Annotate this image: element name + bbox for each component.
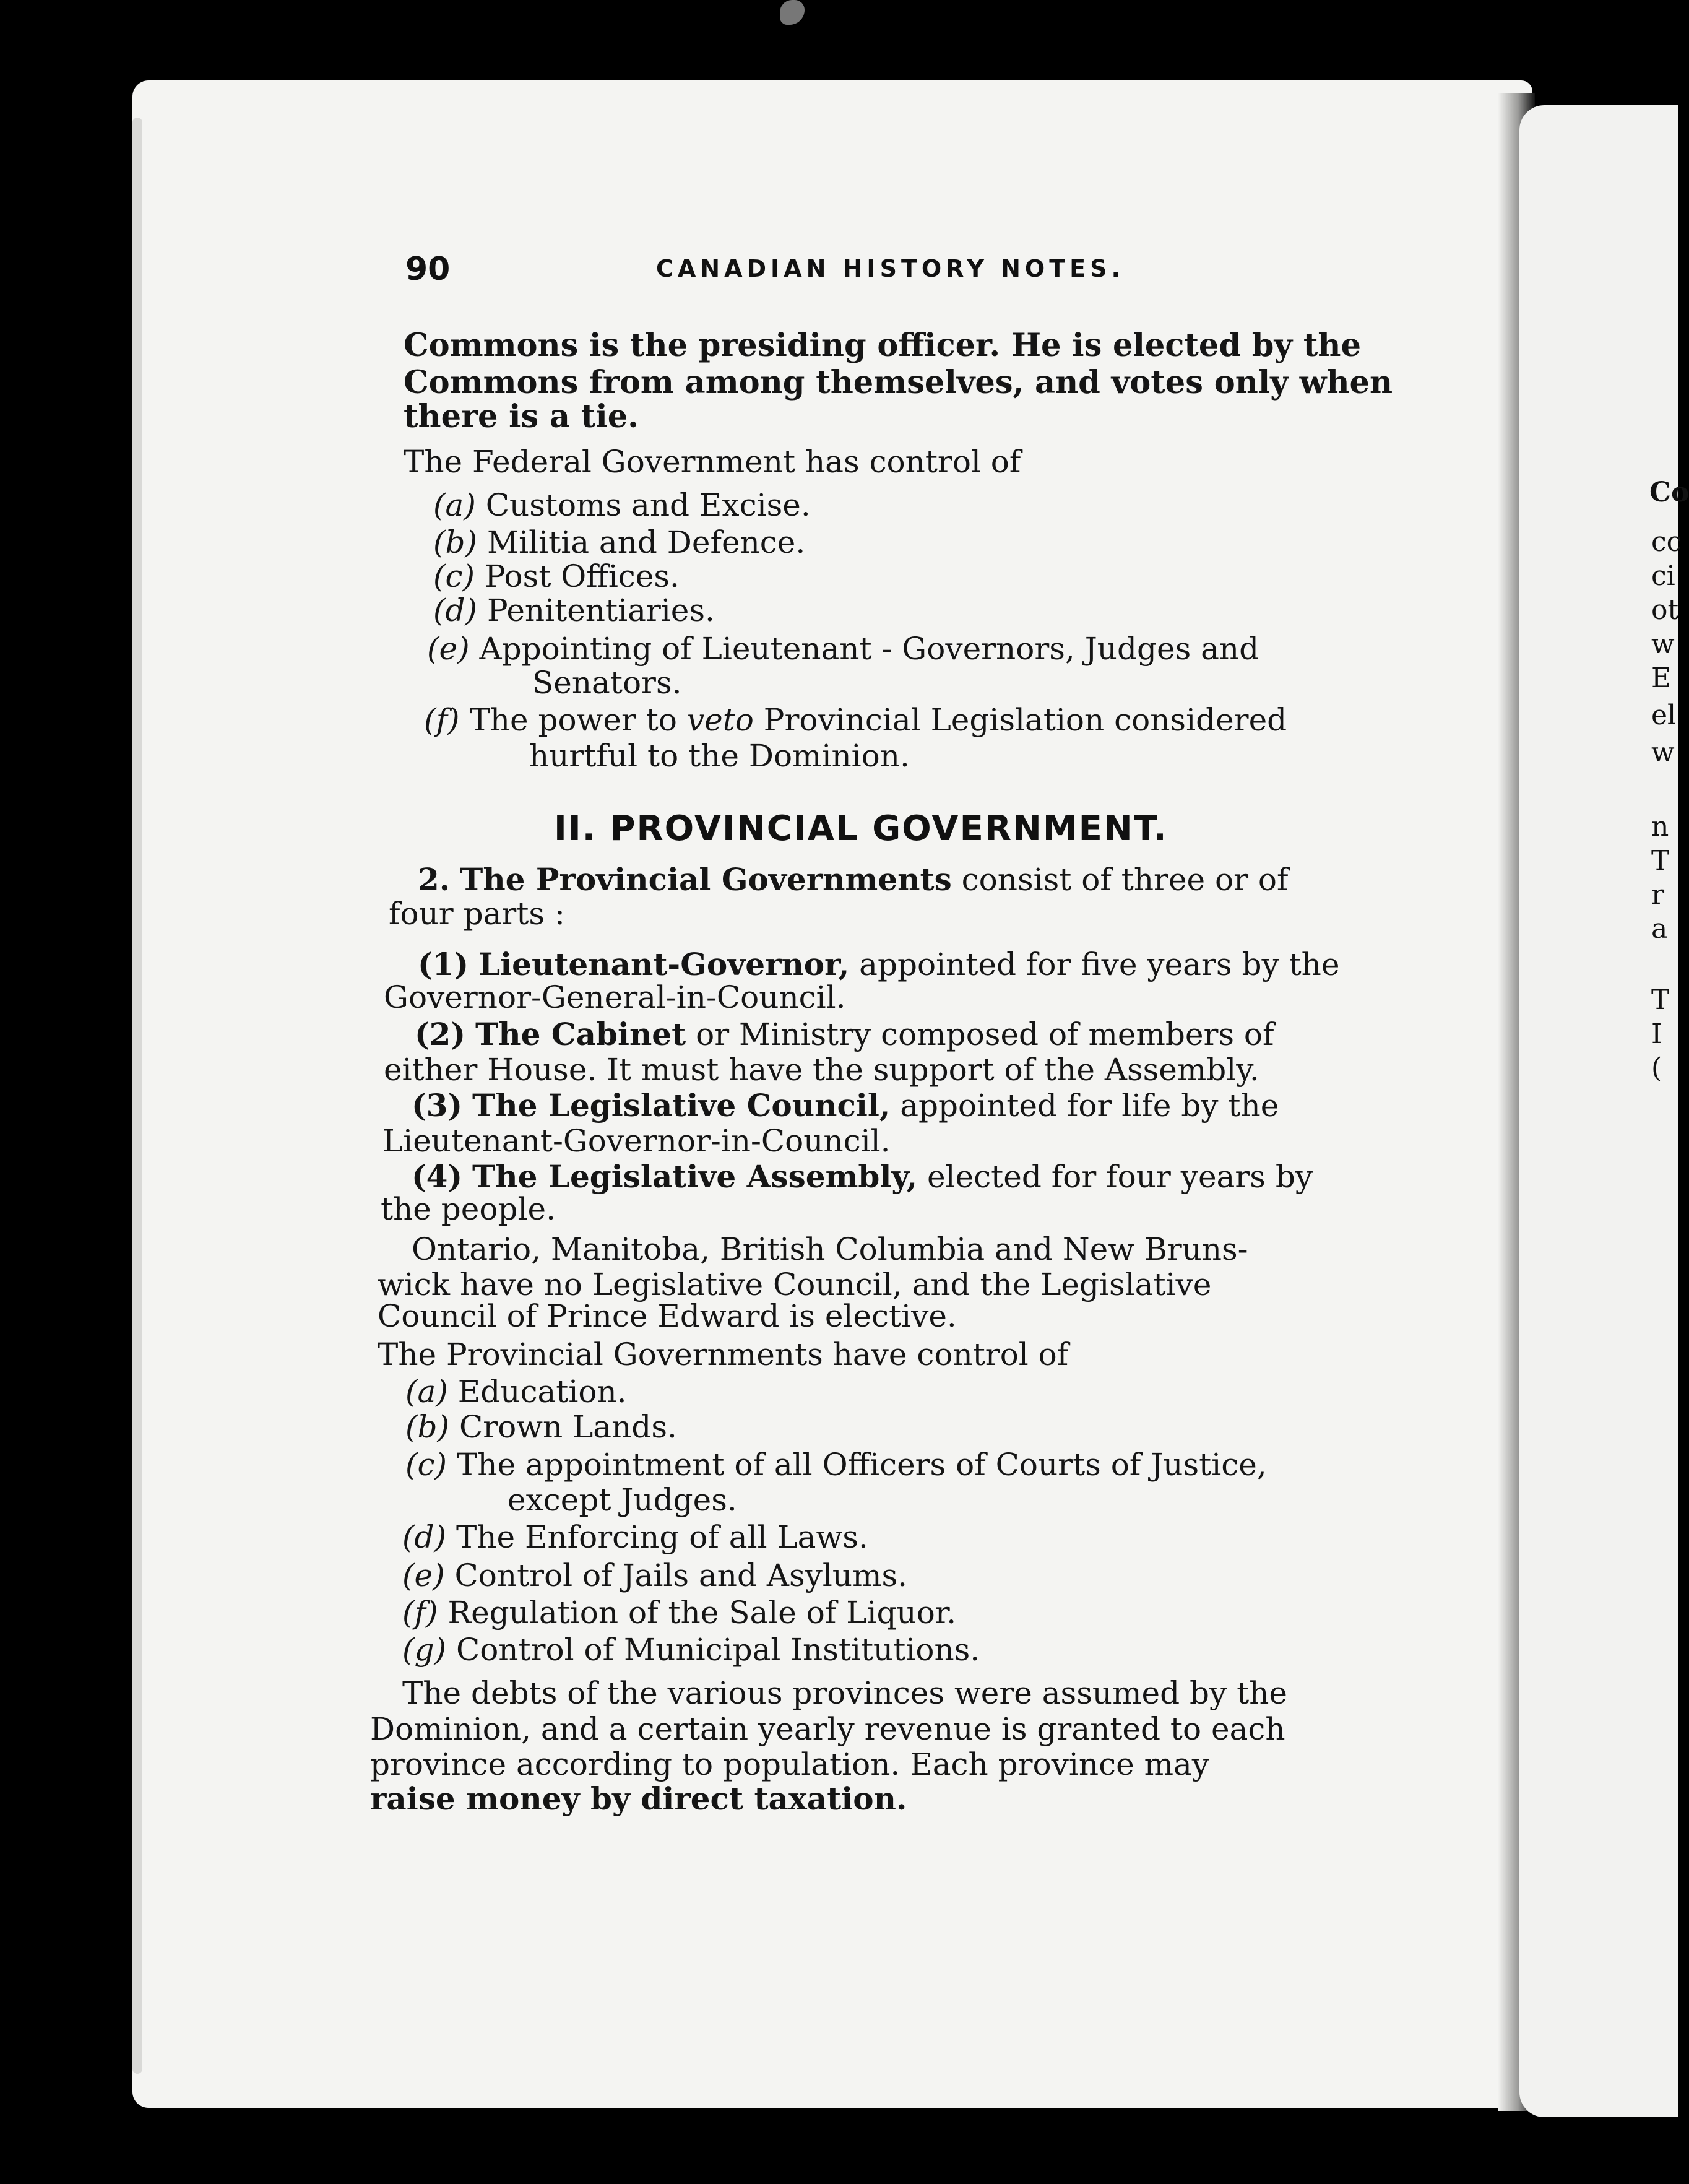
federal-item-e-cont: Senators.	[532, 665, 682, 701]
part-1	[418, 947, 1339, 982]
part-number: (4)	[412, 1158, 463, 1195]
facing-page-fragment: ot	[1651, 594, 1679, 626]
part-3	[412, 1088, 1279, 1123]
item-marker: (a)	[433, 487, 476, 523]
facing-page-fragment: w	[1651, 628, 1675, 660]
debts-line-1: The debts of the various provinces were assumed by the	[402, 1675, 1288, 1711]
provincial-para-2	[418, 862, 1289, 897]
provincial-item-g	[402, 1632, 980, 1667]
item-text: Militia and Defence.	[486, 524, 806, 560]
item-marker: (f)	[402, 1595, 438, 1631]
federal-item-f	[424, 703, 1287, 737]
item-text: Control of Jails and Asylums.	[454, 1558, 908, 1593]
facing-page-fragment: w	[1651, 737, 1675, 768]
item-marker: (d)	[402, 1519, 447, 1555]
part-2	[415, 1017, 1274, 1052]
debts-line-2: Dominion, and a certain yearly revenue is granted to each	[370, 1711, 1285, 1747]
item-text: Customs and Excise.	[485, 487, 811, 523]
federal-item-c	[433, 559, 680, 594]
item-marker: (b)	[405, 1409, 450, 1445]
federal-item-b	[433, 525, 805, 560]
item-text: Crown Lands.	[459, 1409, 677, 1445]
running-title: CANADIAN HISTORY NOTES.	[656, 255, 1125, 282]
paragraph-number: 2.	[418, 861, 451, 898]
provincial-item-e	[402, 1558, 907, 1593]
intro-line-1: Commons is the presiding officer. He is elected by the	[404, 327, 1361, 364]
item-text: Education.	[457, 1374, 627, 1410]
margin-blemish	[780, 0, 805, 25]
part-3-line-2: Lieutenant-Governor-in-Council.	[382, 1123, 891, 1159]
part-text: appointed for life by the	[890, 1088, 1279, 1124]
facing-page-fragment: n	[1651, 811, 1669, 843]
item-text: The power to	[469, 702, 687, 738]
page-number: 90	[405, 251, 451, 288]
part-4	[412, 1159, 1313, 1194]
part-title: The Legislative Council,	[472, 1087, 891, 1124]
intro-line-2: Commons from among themselves, and votes only when	[404, 364, 1393, 401]
part-1-line-2: Governor-General-in-Council.	[384, 979, 846, 1015]
debts-line-3: province according to population. Each province may	[370, 1746, 1210, 1782]
page-edge	[132, 118, 142, 2074]
facing-page-fragment: T	[1651, 984, 1670, 1016]
item-marker: (c)	[433, 558, 475, 594]
part-title: The Cabinet	[475, 1016, 686, 1052]
facing-page-fragment: ci	[1651, 560, 1675, 592]
item-text: Post Offices.	[484, 558, 680, 594]
item-text: The Enforcing of all Laws.	[456, 1519, 868, 1555]
item-marker: (f)	[424, 702, 460, 738]
item-marker: (g)	[402, 1632, 447, 1668]
part-number: (2)	[415, 1016, 466, 1052]
paragraph-bold: The Provincial Governments	[460, 861, 952, 898]
part-title: Lieutenant-Governor,	[478, 946, 850, 982]
provincial-item-c	[405, 1447, 1267, 1482]
facing-page-fragment: E	[1651, 662, 1672, 694]
federal-lead: The Federal Government has control of	[404, 444, 1021, 480]
note-line-2: wick have no Legislative Council, and the Legislative	[378, 1267, 1212, 1302]
provincial-item-d	[402, 1520, 868, 1554]
federal-item-f-cont: hurtful to the Dominion.	[529, 738, 910, 774]
note-line-3: Council of Prince Edward is elective.	[378, 1298, 957, 1334]
part-2-line-2: either House. It must have the support of the Assembly.	[384, 1052, 1259, 1088]
item-text: Regulation of the Sale of Liquor.	[447, 1595, 957, 1631]
federal-item-a	[433, 488, 811, 522]
veto-word: veto	[686, 702, 754, 738]
provincial-item-c-cont: except Judges.	[508, 1482, 737, 1518]
provincial-control-lead: The Provincial Governments have control of	[378, 1337, 1069, 1372]
part-text: elected for four years by	[917, 1159, 1313, 1195]
provincial-item-a	[405, 1374, 627, 1409]
provincial-item-f	[402, 1595, 956, 1630]
part-text: or Ministry composed of members of	[686, 1016, 1274, 1052]
item-marker: (c)	[405, 1447, 447, 1483]
section-heading: II. PROVINCIAL GOVERNMENT.	[554, 808, 1168, 849]
facing-page-fragment: cc	[1651, 526, 1682, 558]
facing-page-fragment: T	[1651, 845, 1670, 877]
item-text: Provincial Legislation considered	[753, 702, 1287, 738]
federal-item-e	[427, 631, 1259, 666]
facing-page-fragment: I	[1651, 1018, 1662, 1050]
part-title: The Legislative Assembly,	[472, 1158, 918, 1195]
item-text: The appointment of all Officers of Courts of Justice,	[456, 1447, 1267, 1483]
facing-page-fragment: a	[1651, 913, 1668, 945]
federal-item-d	[433, 593, 715, 628]
paragraph-text: consist of three or of	[951, 862, 1289, 898]
part-text: appointed for five years by the	[849, 947, 1340, 982]
provincial-para-2-line-2: four parts :	[389, 896, 565, 932]
part-number: (3)	[412, 1087, 463, 1124]
note-line-1: Ontario, Manitoba, British Columbia and New Bruns-	[412, 1231, 1248, 1267]
facing-page-fragment: Co	[1649, 477, 1689, 508]
facing-page-fragment: (	[1651, 1052, 1662, 1084]
item-marker: (b)	[433, 524, 478, 560]
item-marker: (d)	[433, 592, 478, 628]
intro-line-3: there is a tie.	[404, 398, 639, 435]
item-marker: (a)	[405, 1374, 448, 1410]
provincial-item-b	[405, 1410, 677, 1444]
debts-line-4: raise money by direct taxation.	[370, 1780, 907, 1817]
facing-page-fragment: el	[1651, 700, 1677, 731]
item-marker: (e)	[427, 631, 470, 667]
part-number: (1)	[418, 946, 469, 982]
facing-page-fragment: r	[1651, 879, 1665, 911]
item-marker: (e)	[402, 1558, 445, 1593]
item-text: Control of Municipal Institutions.	[456, 1632, 980, 1668]
facing-page	[1519, 105, 1678, 2117]
item-text: Penitentiaries.	[486, 592, 715, 628]
item-text: Appointing of Lieutenant - Governors, Judges and	[479, 631, 1259, 667]
part-4-line-2: the people.	[381, 1191, 556, 1227]
